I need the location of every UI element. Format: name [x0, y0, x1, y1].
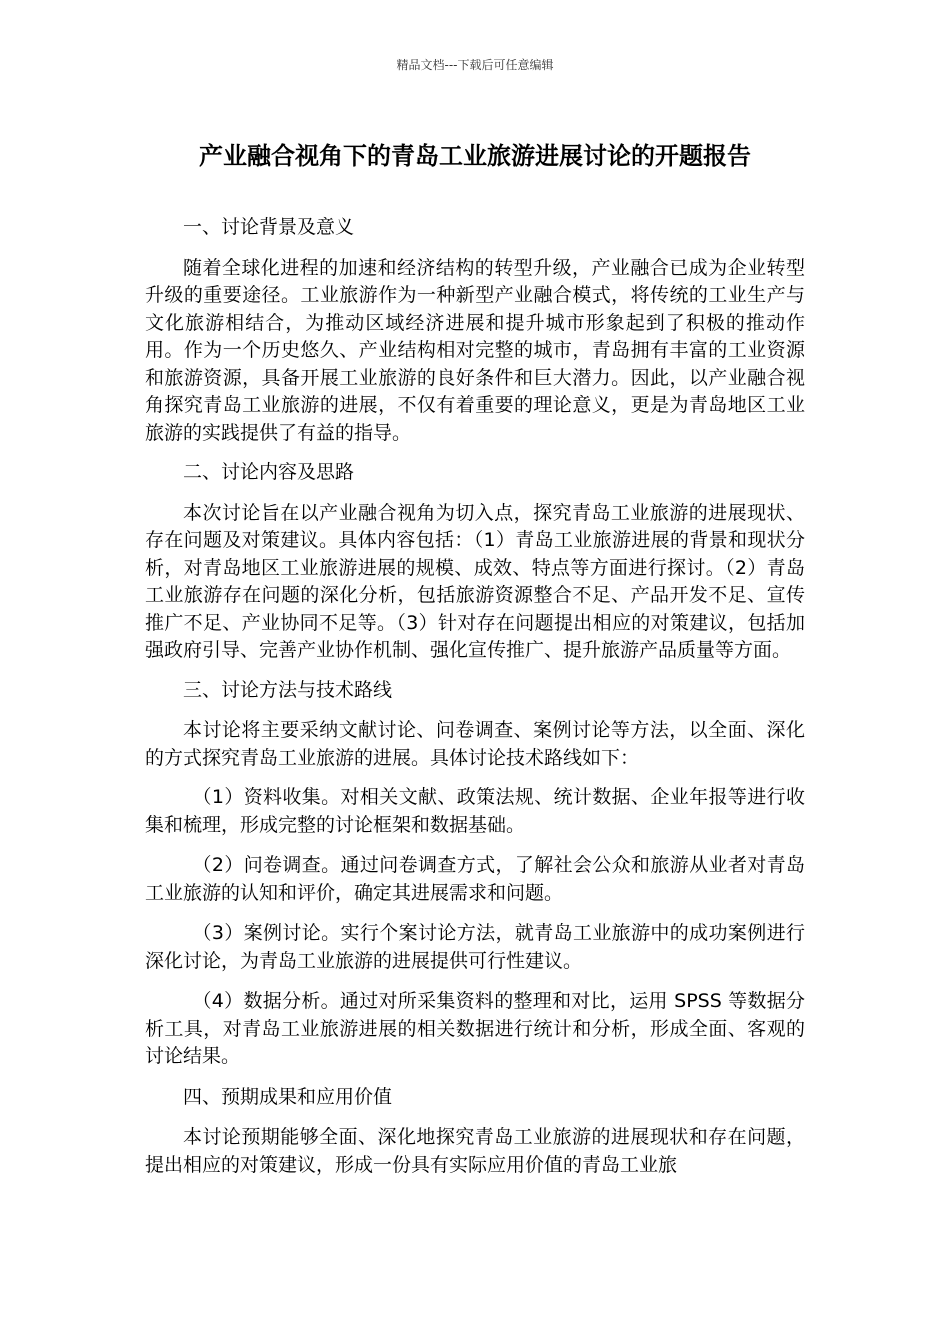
- section-paragraph-background: 随着全球化进程的加速和经济结构的转型升级，产业融合已成为企业转型升级的重要途径。工业旅游作为一种新型产业融合模式，将传统的工业生产与文化旅游相结合，为推动区域经济进展和提升城市形象起到了积极的推动作用。作为一个历史悠久、产业结构相对完整的城市，青岛拥有丰富的工业资源和旅游资源，具备开展工业旅游的良好条件和巨大潜力。因此，以产业融合视角探究青岛工业旅游的进展，不仅有着重要的理论意义，更是为青岛地区工业旅游的实践提供了有益的指导。: [145, 256, 805, 444]
- section-heading-background: 一、讨论背景及意义: [183, 216, 355, 238]
- section-paragraph-content: 本次讨论旨在以产业融合视角为切入点，探究青岛工业旅游的进展现状、存在问题及对策建议。具体内容包括：（1）青岛工业旅游进展的背景和现状分析，对青岛地区工业旅游进展的规模、成效、特点等方面进行探讨。（2）青岛工业旅游存在问题的深化分析，包括旅游资源整合不足、产品开发不足、宣传推广不足、产业协同不足等。（3）针对存在问题提出相应的对策建议，包括加强政府引导、完善产业协作机制、强化宣传推广、提升旅游产品质量等方面。: [145, 501, 805, 661]
- section-heading-content: 二、讨论内容及思路: [183, 461, 355, 483]
- document-body: [145, 212, 805, 1191]
- section-heading-outcomes: 四、预期成果和应用价值: [183, 1085, 393, 1108]
- method-step-data-analysis: （4）数据分析。通过对所采集资料的整理和对比，运用 SPSS 等数据分析工具，对青岛工业旅游进展的相关数据进行统计和分析，形成全面、客观的讨论结果。: [145, 990, 805, 1067]
- section-paragraph-methods: 本讨论将主要采纳文献讨论、问卷调查、案例讨论等方法，以全面、深化的方式探究青岛工业旅游的进展。具体讨论技术路线如下：: [145, 719, 805, 769]
- section-heading-methods: 三、讨论方法与技术路线: [183, 678, 393, 701]
- document-title: 产业融合视角下的青岛工业旅游进展讨论的开题报告: [199, 142, 751, 170]
- method-step-case-study: （3）案例讨论。实行个案讨论方法，就青岛工业旅游中的成功案例进行深化讨论，为青岛工业旅游的进展提供可行性建议。: [145, 922, 805, 972]
- section-paragraph-outcomes: 本讨论预期能够全面、深化地探究青岛工业旅游的进展现状和存在问题，提出相应的对策建议，形成一份具有实际应用价值的青岛工业旅: [145, 1126, 805, 1176]
- header-note: 精品文档---下载后可任意编辑: [396, 58, 554, 72]
- method-step-questionnaire: （2）问卷调查。通过问卷调查方式，了解社会公众和旅游从业者对青岛工业旅游的认知和评价，确定其进展需求和问题。: [145, 854, 805, 904]
- method-step-data-collection: （1）资料收集。对相关文献、政策法规、统计数据、企业年报等进行收集和梳理，形成完整的讨论框架和数据基础。: [145, 786, 805, 836]
